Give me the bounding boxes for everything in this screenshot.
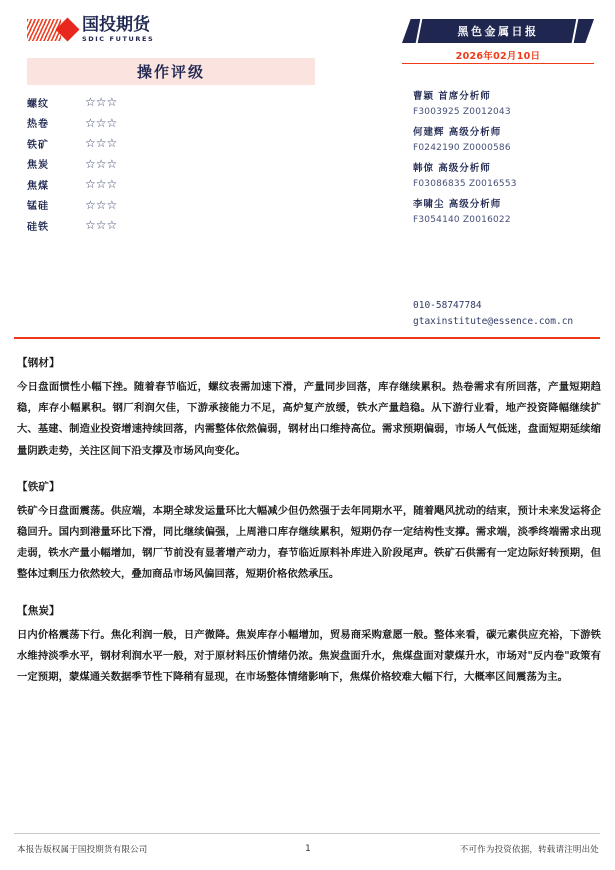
header-divider	[14, 337, 600, 339]
content-section-iron-ore	[17, 479, 601, 586]
analyst-name: 曹颖 首席分析师	[413, 91, 491, 102]
footer-copyright: 本报告版权属于国投期货有限公司	[17, 845, 148, 855]
analyst-name: 韩倞 高级分析师	[413, 163, 491, 174]
rating-stars: ☆☆☆	[85, 177, 118, 192]
logo-text	[82, 17, 154, 43]
contact-phone[interactable]: 010-58747784	[413, 300, 482, 311]
footer-divider	[14, 833, 600, 834]
rating-panel-banner	[27, 58, 315, 85]
company-logo	[27, 17, 154, 43]
section-title: 【焦炭】	[17, 604, 60, 617]
rating-row	[27, 215, 315, 236]
rating-stars: ☆☆☆	[85, 156, 118, 171]
rating-row	[27, 133, 315, 154]
section-body: 日内价格震荡下行。焦化利润一般，日产微降。焦炭库存小幅增加，贸易商采购意愿一般。整体来看，碳元素供应充裕，下游铁水维持淡季水平，钢材利润水平一般，对于原材料压价情绪仍浓。焦炭盘面升水，焦煤盘面对蒙煤升水，市场对"反内卷"政策有一定预期，蒙煤通关数据季节性下降稍有显现，在市场整体情绪影响下，焦煤价格较难大幅下行，大概率区间震荡为主。	[17, 628, 601, 684]
report-content	[17, 355, 601, 705]
contact-email[interactable]: gtaxinstitute@essence.com.cn	[413, 316, 574, 327]
section-title: 【钢材】	[17, 357, 60, 369]
rating-stars: ☆☆☆	[85, 197, 118, 212]
rating-row	[27, 92, 315, 113]
report-date: 2026年02月10日	[455, 51, 541, 62]
report-header	[0, 0, 615, 340]
rating-list	[27, 92, 315, 236]
report-title: 黑色金属日报	[457, 25, 539, 38]
analyst-name: 何建辉 高级分析师	[413, 127, 502, 138]
logo-chinese-name: 国投期货	[82, 15, 150, 35]
section-title: 【铁矿】	[17, 480, 60, 493]
rating-commodity-name: 热卷	[27, 119, 49, 131]
analyst-license: F0242190 Z0000586	[413, 143, 511, 153]
rating-row	[27, 113, 315, 134]
footer-disclaimer: 不可作为投资依据，转载请注明出处	[459, 845, 599, 855]
analyst-entry	[413, 196, 613, 225]
section-body: 今日盘面惯性小幅下挫。随着春节临近，螺纹表需加速下滑，产量同步回落，库存继续累积。热卷需求有所回落，产量短期趋稳，库存小幅累积。钢厂利润欠佳，下游承接能力不足，高炉复产放缓，铁水产量趋稳。从下游行业看，地产投资降幅继续扩大、基建、制造业投资增速持续回落，内需整体依然偏弱，钢材出口维持高位。需求预期偏弱，市场人气低迷，盘面短期延续缩量阴跌走势，关注区间下沿支撑及市场风向变化。	[17, 381, 601, 457]
report-title-banner	[402, 19, 594, 43]
rating-stars: ☆☆☆	[85, 218, 118, 233]
rating-panel-title: 操作评级	[136, 63, 205, 81]
rating-commodity-name: 硅铁	[27, 221, 49, 233]
rating-commodity-name: 铁矿	[27, 139, 49, 151]
footer-page-number: 1	[305, 844, 311, 854]
rating-stars: ☆☆☆	[85, 95, 118, 110]
rating-commodity-name: 螺纹	[27, 98, 49, 110]
rating-commodity-name: 焦炭	[27, 160, 49, 172]
rating-row	[27, 154, 315, 175]
analyst-entry	[413, 124, 613, 153]
analyst-license: F3003925 Z0012043	[413, 107, 511, 117]
rating-row	[27, 174, 315, 195]
analyst-license: F3054140 Z0016022	[413, 215, 511, 225]
rating-stars: ☆☆☆	[85, 136, 118, 151]
rating-commodity-name: 锰硅	[27, 201, 49, 213]
analyst-name: 李啸尘 高级分析师	[413, 199, 502, 210]
contact-block	[413, 300, 613, 332]
rating-stars: ☆☆☆	[85, 115, 118, 130]
section-body: 铁矿今日盘面震荡。供应端，本期全球发运量环比大幅减少但仍然强于去年同期水平，随着飓风扰动的结束，预计未来发运将企稳回升。国内到港量环比下滑，同比继续偏强，上周港口库存继续累积，短期仍存一定结构性支撑。需求端，淡季终端需求出现走弱，铁水产量小幅增加，钢厂节前没有显著增产动力，春节临近原料补库进入阶段尾声。铁矿石供需有一定边际好转预期，但整体过剩压力依然较大，叠加商品市场风偏回落，短期价格依然承压。	[17, 504, 601, 581]
analyst-list	[413, 88, 613, 232]
report-date-underline	[402, 63, 594, 64]
analyst-license: F03086835 Z0016553	[413, 179, 517, 189]
report-footer	[17, 843, 599, 855]
logo-english-name: SDIC FUTURES	[82, 35, 155, 43]
analyst-entry	[413, 160, 613, 189]
rating-row	[27, 195, 315, 216]
rating-commodity-name: 焦煤	[27, 180, 49, 192]
analyst-entry	[413, 88, 613, 117]
content-section-coke	[17, 603, 601, 689]
content-section-steel	[17, 355, 601, 462]
